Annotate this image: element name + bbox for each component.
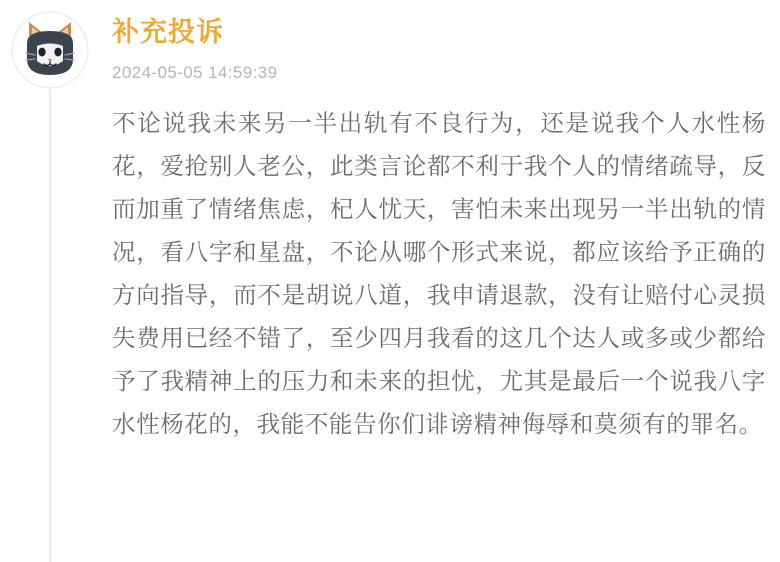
thread-line (49, 84, 51, 562)
avatar[interactable] (12, 12, 88, 88)
post-timestamp: 2024-05-05 14:59:39 (112, 63, 278, 82)
post-body: 不论说我未来另一半出轨有不良行为，还是说我个人水性杨花，爱抢别人老公，此类言论都不利于我个人的情绪疏导，反而加重了情绪焦虑，杞人忧天，害怕未来出现另一半出轨的情况，看八字和星盘，不论从哪个形式来说，都应该给予正确的方向指导，而不是胡说八道，我申请退款，没有让赔付心灵损失费用已经不错了，至少四月我看的这几个达人或多或少都给予了我精神上的压力和未来的担忧，尤其是最后一个说我八字水性杨花的，我能不能告你们诽谤精神侮辱和莫须有的罪名。 (112, 110, 766, 437)
cat-avatar-icon[interactable] (12, 12, 88, 88)
page-title: 补充投诉 (112, 17, 224, 47)
post-content (112, 14, 766, 446)
